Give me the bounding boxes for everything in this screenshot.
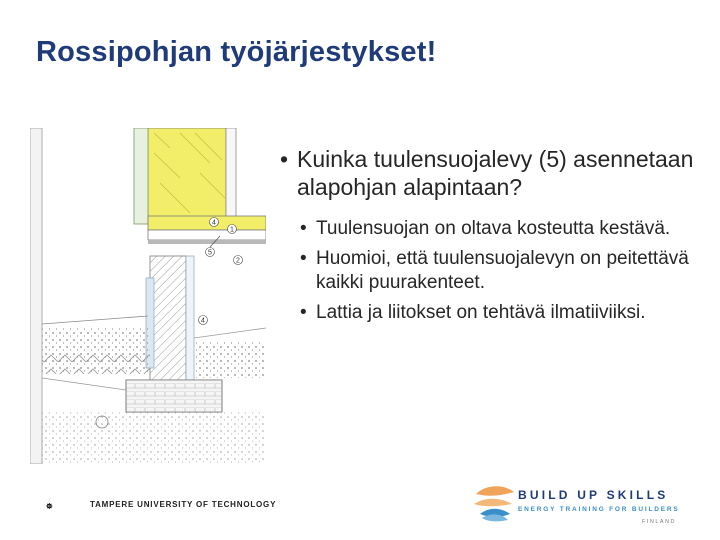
callout-label: 2 (236, 257, 240, 265)
university-logo (46, 486, 86, 526)
bullet-symbol: • (300, 218, 307, 239)
bullet-list (280, 145, 700, 331)
callout-label: 4 (201, 317, 205, 325)
university-name: TAMPERE UNIVERSITY OF TECHNOLOGY (90, 500, 277, 509)
sub-bullet-text: Lattia ja liitokset on tehtävä ilmatiiviiksi. (316, 302, 646, 323)
sub-bullet-text: Tuulensuojan on oltava kosteutta kestävä. (316, 218, 671, 239)
sub-bullet (280, 301, 700, 325)
construction-detail-drawing (30, 128, 266, 464)
callout-label: 1 (230, 226, 234, 234)
slide-title: Rossipohjan työjärjestykset! (36, 36, 437, 68)
sub-bullet (280, 247, 700, 295)
bullet-symbol: • (300, 248, 307, 269)
main-bullet-text: Kuinka tuulensuojalevy (5) asennetaan alapohjan alapintaan? (297, 146, 694, 200)
callout-label: 5 (208, 249, 212, 257)
build-up-skills-logo-mark (472, 480, 516, 524)
sub-bullet (280, 217, 700, 241)
build-up-skills-country: FINLAND (642, 519, 677, 525)
bullet-symbol: • (280, 146, 289, 172)
callout-label: 4 (212, 219, 216, 227)
build-up-skills-tagline: ENERGY TRAINING FOR BUILDERS (518, 506, 680, 513)
sub-bullet-list (280, 217, 700, 325)
sub-bullet-text: Huomioi, että tuulensuojalevyn on peitettävä kaikki puurakenteet. (316, 248, 689, 293)
main-bullet (280, 145, 700, 201)
bullet-symbol: • (300, 302, 307, 323)
build-up-skills-name: BUILD UP SKILLS (518, 488, 669, 502)
